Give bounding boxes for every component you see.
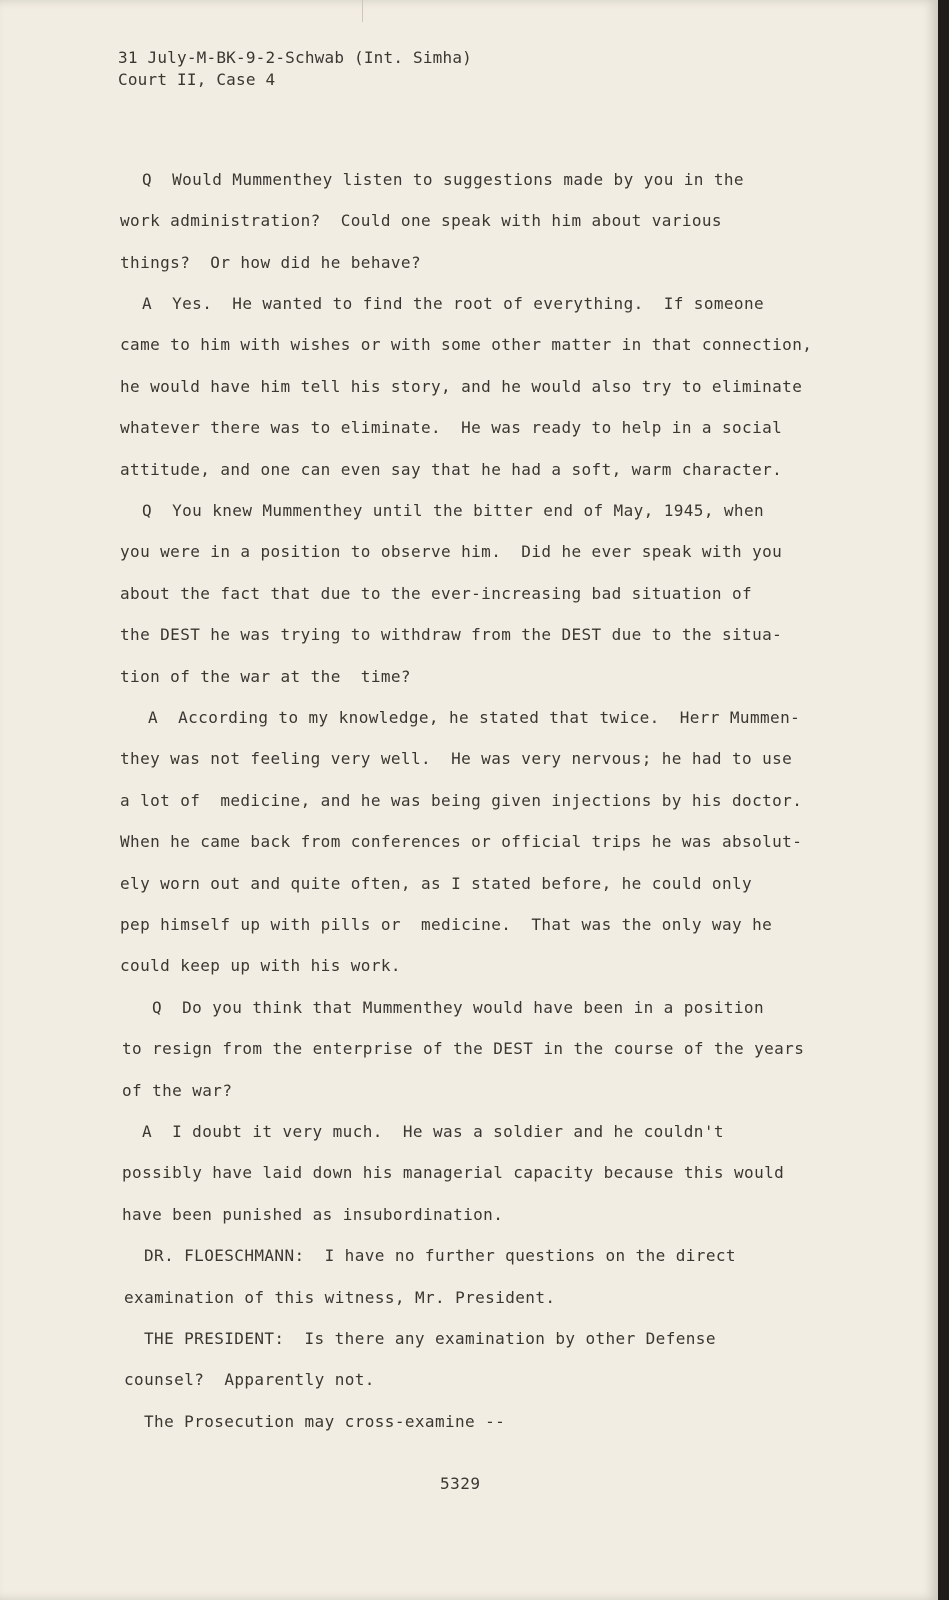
text-line: ely worn out and quite often, as I stated before, he could only [120,874,753,893]
text-line: Q Would Mummenthey listen to suggestions made by you in the [142,170,744,189]
text-line: attitude, and one can even say that he had a soft, warm character. [120,460,783,479]
text-line: When he came back from conferences or official trips he was absolut- [120,832,803,851]
text-line: A I doubt it very much. He was a soldier and he couldn't [142,1122,724,1141]
text-line: whatever there was to eliminate. He was ready to help in a social [120,418,783,437]
text-line: examination of this witness, Mr. President. [124,1288,556,1307]
text-line: came to him with wishes or with some other matter in that connection, [120,335,813,354]
text-line: The Prosecution may cross-examine -- [144,1412,506,1431]
text-line: A Yes. He wanted to find the root of everything. If someone [142,294,765,313]
text-line: could keep up with his work. [120,956,401,975]
text-line: Q You knew Mummenthey until the bitter end of May, 1945, when [142,501,765,520]
text-line: A According to my knowledge, he stated that twice. Herr Mummen- [148,708,801,727]
text-line: Q Do you think that Mummenthey would have been in a position [152,998,765,1017]
text-line: have been punished as insubordination. [122,1205,504,1224]
page-number: 5329 [440,1474,481,1493]
text-line: THE PRESIDENT: Is there any examination by other Defense [144,1329,716,1348]
scan-border [938,0,949,1600]
text-line: the DEST he was trying to withdraw from the DEST due to the situa- [120,625,783,644]
text-line: about the fact that due to the ever-increasing bad situation of [120,584,753,603]
text-line: you were in a position to observe him. Did he ever speak with you [120,542,783,561]
text-line: DR. FLOESCHMANN: I have no further questions on the direct [144,1246,736,1265]
text-line: counsel? Apparently not. [124,1370,375,1389]
text-line: work administration? Could one speak with him about various [120,211,722,230]
header-line-2: Court II, Case 4 [118,70,276,89]
text-line: to resign from the enterprise of the DEST in the course of the years [122,1039,805,1058]
text-line: he would have him tell his story, and he would also try to eliminate [120,377,803,396]
text-line: pep himself up with pills or medicine. That was the only way he [120,915,773,934]
text-line: a lot of medicine, and he was being given injections by his doctor. [120,791,803,810]
text-line: tion of the war at the time? [120,667,411,686]
text-line: of the war? [122,1081,233,1100]
header-line-1: 31 July-M-BK-9-2-Schwab (Int. Simha) [118,48,472,67]
text-line: they was not feeling very well. He was very nervous; he had to use [120,749,793,768]
text-line: possibly have laid down his managerial capacity because this would [122,1163,785,1182]
text-line: things? Or how did he behave? [120,253,421,272]
